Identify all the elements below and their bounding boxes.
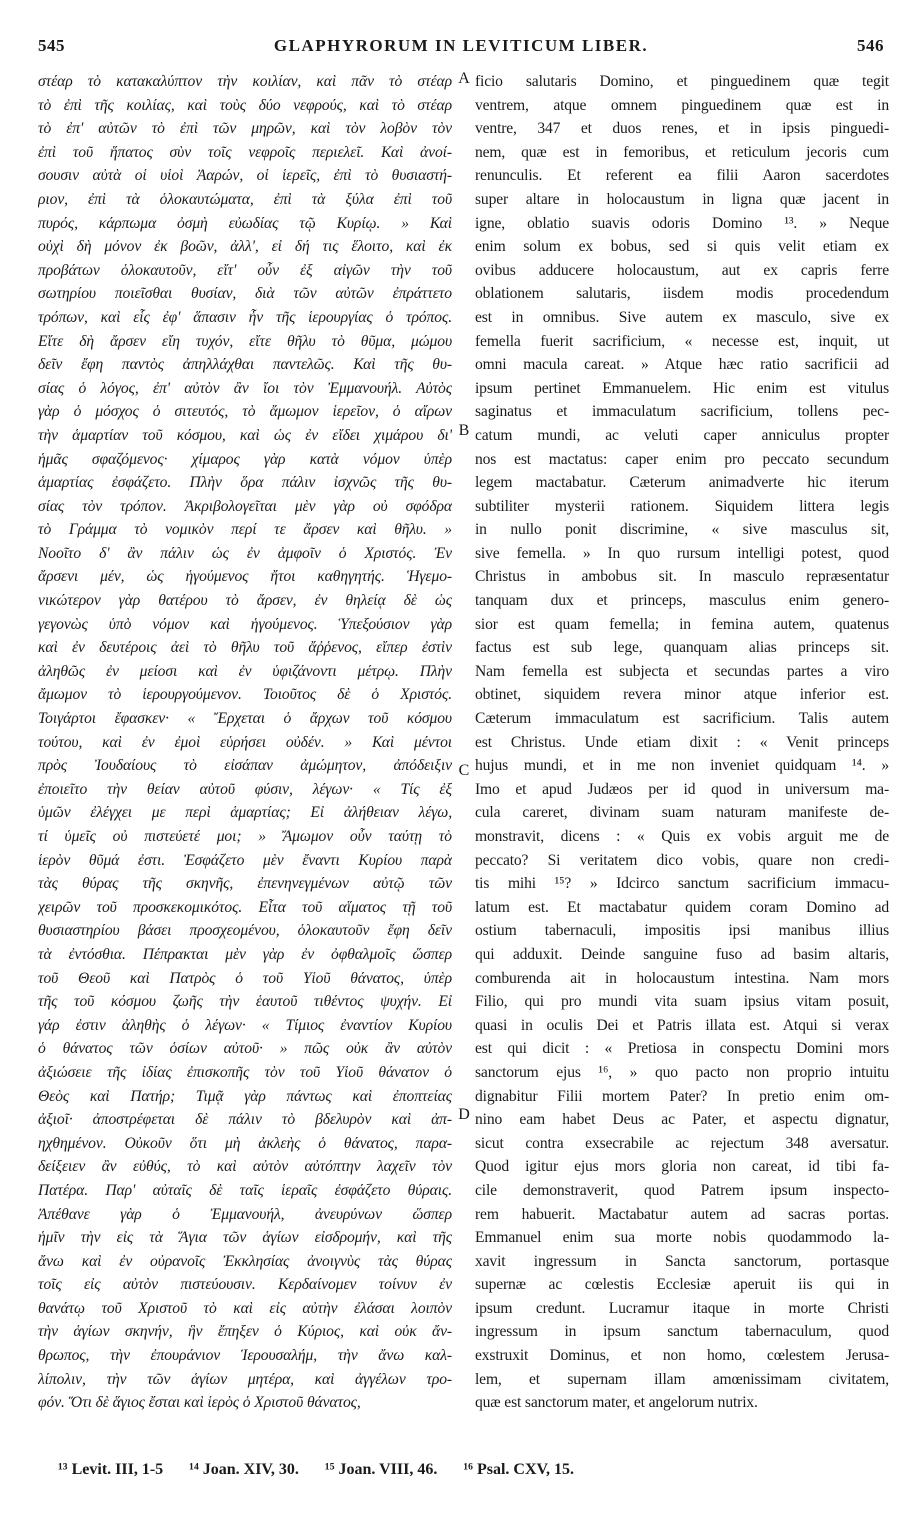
greek-text-line: ἀξιώσειε τῆς ἰδίας ἐπισκοπῆς τὸν τοῦ Υἱοῦ θάνατον ὁ xyxy=(38,1063,452,1081)
greek-text-line: οὐχὶ δὴ μόνον ἐκ βοῶν, ἀλλ', εἰ δή τις ἕλοιτο, καὶ ἐκ xyxy=(38,238,452,256)
greek-text-line: νικώτερον γὰρ θατέρου τὸ ἄρσεν, ἐν θηλείᾳ δὲ ὡς xyxy=(38,592,452,610)
greek-text-line: ἀξιοῖ· ἀποστρέφεται δὲ πάλιν τὸ βδελυρὸν καὶ ἀπ- xyxy=(38,1111,452,1129)
latin-text-line: sanctorum ejus ¹⁶, » quo pacto non proprio intuitu xyxy=(475,1063,889,1081)
latin-text-line: latum est. Et mactabatur quidem coram Domino ad xyxy=(475,898,889,916)
greek-text-line: ἄμωμον τὸ ἱερουργούμενον. Τοιοῦτος δὲ ὁ Χριστός. xyxy=(38,686,452,704)
latin-text-line: hujus mundi, et in me non inveniet quidquam ¹⁴. » xyxy=(475,757,889,775)
latin-text-line: super altare in holocaustum in ligna quæ jacent in xyxy=(475,190,889,208)
margin-marker-a: A xyxy=(458,70,470,87)
latin-text-line: rem habuerit. Mactabatur autem ad sacras portas. xyxy=(475,1205,889,1223)
latin-text-line: Filio, qui pro mundi vita suam ipsius vitam posuit, xyxy=(475,993,889,1011)
greek-text-line: τούτου, καὶ ἐν ἐμοὶ εὑρήσει οὐδέν. » Καὶ μέντοι xyxy=(38,733,452,751)
latin-text-line: ostium tabernaculi, impositis ipsi manibus illius xyxy=(475,922,889,940)
greek-text-line: ἱερὸν θῦμά ἐστι. Ἐσφάζετο μὲν ἔναντι Κυρίου παρὰ xyxy=(38,851,452,869)
latin-text-line: igne, oblatio suavis odoris Domino ¹³. » Neque xyxy=(475,214,889,232)
latin-text-line: est qui dicit : « Pretiosa in conspectu Domini mors xyxy=(475,1040,889,1058)
latin-text-line: exstruxit Dominus, et non homo, cœlestem Jerusa- xyxy=(475,1347,889,1365)
greek-text-line: τὸ Γράμμα τὸ νομικὸν περί τε ἄρσεν καὶ θῆλυ. » xyxy=(38,521,452,539)
greek-text-line: λίπολιν, τὴν τῶν ἁγίων μητέρα, καὶ ἀγγέλων τρο- xyxy=(38,1370,452,1388)
greek-text-line: ἡμᾶς σφαζόμενος· χίμαρος γὰρ κατὰ νόμον ὑπὲρ xyxy=(38,450,452,468)
greek-text-line: Θεὸς καὶ Πατήρ; Τιμᾷ γὰρ πάντως καὶ ἐποπτείας xyxy=(38,1087,452,1105)
latin-text-line: ficio salutaris Domino, et pinguedinem quæ tegit xyxy=(475,73,889,90)
greek-text-line: καὶ ἐν δευτέροις ἀεὶ τὸ θῆλυ τοῦ ἄῤῥενος, εἴπερ ἐστὶν xyxy=(38,639,452,657)
greek-text-line: τὸ ἐπὶ τῆς κοιλίας, καὶ τοὺς δύο νεφρούς, καὶ τὸ στέαρ xyxy=(38,96,452,114)
greek-text-line: τὸ ἐπ' αὐτῶν τὸ ἐπὶ τῶν μηρῶν, καὶ τὸν λοβὸν τὸν xyxy=(38,120,452,138)
page-header xyxy=(38,36,884,60)
latin-text-line: Imo et apud Judæos per id quod in universum ma- xyxy=(475,780,889,798)
greek-text-line: πρὸς Ἰουδαίους τὸ εἰσάπαν ἀμώμητον, ἀπόδειξιν xyxy=(38,757,452,775)
margin-marker-d: D xyxy=(458,1106,470,1123)
latin-text-line: ventre, 347 et duos renes, et in ipsis pinguedi- xyxy=(475,120,889,138)
greek-text-line: θανάτῳ τοῦ Χριστοῦ τὸ καὶ εἰς αὐτὴν ἐλάσαι λοιπὸν xyxy=(38,1299,452,1317)
greek-text-line: σουσιν αὐτὰ οἱ υἱοὶ Ἀαρών, οἱ ἱερεῖς, ἐπὶ τὸ θυσιαστή- xyxy=(38,167,452,185)
greek-text-line: τὰς θύρας τῆς σκηνῆς, ἐπενηνεγμένων αὐτῷ τῶν xyxy=(38,875,452,893)
greek-text-line: ἡμῖν τὴν εἰς τὰ Ἅγια τῶν ἁγίων εἰσδρομήν, καὶ τῆς xyxy=(38,1229,452,1247)
latin-text-line: nem, quæ est in femoribus, et reticulum jecoris cum xyxy=(475,143,889,161)
greek-text-column xyxy=(38,70,452,1415)
greek-text-line: τὰ ἐντόσθια. Πέπρακται μὲν γὰρ ἐν ὀφθαλμοῖς ὥσπερ xyxy=(38,945,452,963)
greek-text-line: σωτηρίου ποιεῖσθαι θυσίαν, διὰ τῶν αὐτῶν ἐπράττετο xyxy=(38,285,452,303)
greek-text-line: τοῖς εἰς αὐτὸν πιστεύουσιν. Κερδαίνομεν τοίνυν ἐν xyxy=(38,1276,452,1294)
latin-text-line: ingressum in ipsum sanctum tabernaculum, quod xyxy=(475,1323,889,1341)
greek-text-line: τὴν ἁγίων σκηνήν, ἣν ἔπηξεν ὁ Κύριος, καὶ οὐκ ἄν- xyxy=(38,1323,452,1341)
greek-text-line: γάρ ἐστιν ἀληθὴς ὁ λέγων· « Τίμιος ἐναντίον Κυρίου xyxy=(38,1016,452,1034)
greek-text-line: ριον, ἐπὶ τὰ ὁλοκαυτώματα, ἐπὶ τὰ ξύλα ἐπὶ τοῦ xyxy=(38,190,452,208)
latin-text-line: cile demonstraverit, quod Patrem ipsum inspecto- xyxy=(475,1181,889,1199)
greek-text-line: ἄνω καὶ ἐν οὐρανοῖς Ἐκκλησίας ἀνοιγνὺς τὰς θύρας xyxy=(38,1252,452,1270)
greek-text-line: ἁμαρτίας ἐσφάζετο. Πλὴν ὅρα πάλιν ἰσχνῶς τῆς θυ- xyxy=(38,474,452,492)
footnote: ¹⁶ Psal. CXV, 15. xyxy=(463,1461,574,1478)
margin-marker-c: C xyxy=(458,762,470,779)
latin-text-line: est in omnibus. Sive autem ex masculo, sive ex xyxy=(475,308,889,326)
greek-text-line: χειρῶν τοῦ προσκεκομικότος. Εἶτα τοῦ αἵματος τῇ τοῦ xyxy=(38,898,452,916)
latin-text-line: quæ est sanctorum mater, et angelorum nutrix. xyxy=(475,1394,758,1412)
latin-text-line: qui adduxit. Deinde sanguine fuso ad basim altaris, xyxy=(475,945,889,963)
latin-text-line: est Christus. Unde etiam dixit : « Venit princeps xyxy=(475,733,889,751)
greek-text-line: σίας ὁ λόγος, ἐπ' αὐτὸν ἂν ἴοι τὸν Ἐμμανουήλ. Αὐτὸς xyxy=(38,379,452,397)
latin-text-line: ventrem, atque omnem pinguedinem quæ est in xyxy=(475,96,889,114)
latin-text-line: in nullo ponit discrimine, « sive masculus sit, xyxy=(475,521,889,539)
latin-text-line: obtinet, siquidem revera minor atque inferior est. xyxy=(475,686,889,704)
greek-text-line: γὰρ ὁ μόσχος ὁ σιτευτός, τὸ ἄμωμον ἱερεῖον, ὁ αἴρων xyxy=(38,403,452,421)
latin-text-line: monstravit, dicens : « Quis ex vobis arguit me de xyxy=(475,828,889,845)
greek-text-line: Ἀπέθανε γὰρ ὁ Ἐμμανουήλ, ἀνευρύνων ὥσπερ xyxy=(38,1205,452,1223)
greek-text-line: σίας τὸν τρόπον. Ἀκριβολογεῖται μὲν γὰρ οὐ σφόδρα xyxy=(38,497,452,515)
latin-text-line: catum mundi, ac veluti caper anniculus propter xyxy=(475,426,889,444)
latin-text-line: cula careret, divinam suam naturam manifeste de- xyxy=(475,804,889,822)
latin-text-line: comburenda ait in holocaustum intestina. Nam mors xyxy=(475,969,889,987)
greek-text-line: δεῖν ἔφη παντὸς ἀπηλλάχθαι παντελῶς. Καὶ τῆς θυ- xyxy=(38,356,452,374)
footnotes xyxy=(58,1461,858,1479)
latin-text-line: supernæ ac cœlestis Ecclesiæ aperuit iis qui in xyxy=(475,1276,889,1294)
greek-text-line: ὑμῶν ἐλέγχει με περὶ ἁμαρτίας; Εἰ ἀλήθειαν λέγω, xyxy=(38,804,452,822)
latin-text-line: tis mihi ¹⁵? » Idcirco sanctum sacrificium immacu- xyxy=(475,875,889,893)
greek-text-line: δείξειεν ἂν εὐθύς, τὸ καὶ αὐτὸν αὐτόπτην λαχεῖν τὸν xyxy=(38,1158,452,1176)
running-title: GLAPHYRORUM IN LEVITICUM LIBER. xyxy=(273,36,649,55)
greek-text-line: φόν. Ὅτι δὲ ἅγιος ἔσται καὶ ἱερὸς ὁ Χριστοῦ θάνατος, xyxy=(38,1394,361,1412)
margin-marker-b: B xyxy=(458,422,470,439)
greek-text-line: τρόπων, καὶ εἷς ἐφ' ἅπασιν ἦν τῆς ἱερουργίας ὁ τρόπος. xyxy=(38,308,452,326)
latin-text-column xyxy=(475,70,889,1415)
latin-text-line: peccato? Si veritatem dico vobis, quare non credi- xyxy=(475,851,889,869)
latin-text-line: sive femella. » In quo rursum intelligi potest, quod xyxy=(475,544,889,562)
greek-text-line: θρωπος, τὴν ἐπουράνιον Ἱερουσαλήμ, τὴν ἄνω καλ- xyxy=(38,1347,452,1365)
greek-text-line: προβάτων ὁλοκαυτοῦν, εἴτ' οὖν ἐξ αἰγῶν τὴν τοῦ xyxy=(38,261,452,279)
latin-text-line: omni macula careat. » Atque hæc ratio sacrificii ad xyxy=(475,356,889,374)
latin-text-line: femella fuerit sacrificium, « necesse est, inquit, ut xyxy=(475,332,889,350)
latin-text-line: Christus in ambobus sit. In masculo repræsentatur xyxy=(475,568,889,586)
greek-text-line: θυσιαστηρίου βάσει προσχεομένου, ὁλοκαυτοῦν ἔφη δεῖν xyxy=(38,922,452,940)
greek-text-line: Νοοῖτο δ' ἂν πάλιν ὡς ἐν ἀμφοῖν ὁ Χριστός. Ἐν xyxy=(38,544,452,562)
greek-text-line: Πατέρα. Παρ' αὐταῖς δὲ ταῖς ἱεραῖς ἐσφάζετο θύραις. xyxy=(38,1181,452,1199)
latin-text-line: saginatus et immaculatum sacrificium, tollens pec- xyxy=(475,403,889,421)
latin-text-line: enim solum ex bobus, sed si quis velit etiam ex xyxy=(475,238,889,256)
greek-text-line: στέαρ τὸ κατακαλύπτον τὴν κοιλίαν, καὶ πᾶν τὸ στέαρ xyxy=(38,73,452,90)
footnote: ¹³ Levit. III, 1-5 xyxy=(58,1461,164,1478)
latin-text-line: Nam femella est subjecta et secundas partes a viro xyxy=(475,662,889,680)
greek-text-line: ἐπὶ τοῦ ἥπατος σὺν τοῖς νεφροῖς περιελεῖ. Καὶ ἀνοί- xyxy=(38,143,452,161)
greek-text-line: ηχθημένον. Οὐκοῦν ὅτι μὴ ἀκλεὴς ὁ θάνατος, παρα- xyxy=(38,1134,452,1152)
latin-text-line: Emmanuel enim sua morte nobis quodammodo la- xyxy=(475,1229,889,1247)
greek-text-line: τί ὑμεῖς οὐ πιστεύετέ μοι; » Ἄμωμον οὖν ταύτῃ τὸ xyxy=(38,828,452,845)
greek-text-line: Εἴτε δὴ ἄρσεν εἴη τυχόν, εἴτε θῆλυ τὸ θῦμα, μώμου xyxy=(38,332,452,350)
page-number-right: 546 xyxy=(857,36,884,55)
latin-text-line: quasi in oculis Dei et Patris illata est. Atqui si verax xyxy=(475,1016,889,1034)
latin-text-line: Cæterum immaculatum est sacrificium. Talis autem xyxy=(475,710,889,728)
latin-text-line: ovibus adducere holocaustum, aut ex capris ferre xyxy=(475,261,889,279)
footnote: ¹⁵ Joan. VIII, 46. xyxy=(324,1461,438,1478)
greek-text-line: τῆς τοῦ κόσμου ζωῆς τὴν ἑαυτοῦ τιθέντος ψυχήν. Εἰ xyxy=(38,993,452,1011)
footnote: ¹⁴ Joan. XIV, 30. xyxy=(189,1461,299,1478)
greek-text-line: ἀληθῶς ἐν μείοσι καὶ ἐν ὑφιζάνοντι μέτρῳ. Πλὴν xyxy=(38,662,452,680)
latin-text-line: xavit ingressum in Sancta sanctorum, portasque xyxy=(475,1252,889,1270)
latin-text-line: lem, et supernam illam amœnissimam civitatem, xyxy=(475,1370,889,1388)
latin-text-line: Quod igitur ejus mors gloria non careat, id tibi fa- xyxy=(475,1158,889,1176)
greek-text-line: τὴν ἁμαρτίαν τοῦ κόσμου, καὶ ὡς ἐν εἴδει χιμάρου δι' xyxy=(38,426,452,444)
latin-text-line: renunculis. Et referent ea filii Aaron sacerdotes xyxy=(475,167,889,185)
latin-text-line: ipsum credunt. Lucramur itaque in morte Christi xyxy=(475,1299,889,1317)
latin-text-line: ipsum pertinet Emmanuelem. Hic enim est vitulus xyxy=(475,379,889,397)
latin-text-line: oblationem salutaris, iisdem modis procedendum xyxy=(475,285,889,303)
greek-text-line: ἄρσενι μέν, ὡς ἡγούμενος ἤτοι καθηγητής. Ἡγεμο- xyxy=(38,568,452,586)
latin-text-line: subtiliter mysterii rationem. Siquidem littera legis xyxy=(475,497,889,515)
page-number-left: 545 xyxy=(38,36,65,55)
latin-text-line: factus est sub lege, quanquam alias princeps sit. xyxy=(475,639,889,657)
latin-text-line: sior est quam femella; in femina autem, quatenus xyxy=(475,615,889,633)
greek-text-line: ὁ θάνατος τῶν ὁσίων αὐτοῦ· » πῶς οὐκ ἂν αὐτὸν xyxy=(38,1040,452,1058)
greek-text-line: γεγονὼς ὑπὸ νόμον καὶ ἡγούμενος. Ὑπεξούσιον γὰρ xyxy=(38,615,452,633)
greek-text-line: τοῦ Θεοῦ καὶ Πατρὸς ὁ τοῦ Υἱοῦ θάνατος, ὑπὲρ xyxy=(38,969,452,987)
latin-text-line: sicut contra exsecrabile ac rejectum 348 aversatur. xyxy=(475,1134,889,1152)
latin-text-line: nos est mactatus: caper enim pro peccato secundum xyxy=(475,450,889,468)
latin-text-line: legem mactabatur. Cæterum animadverte hic iterum xyxy=(475,474,889,492)
greek-text-line: πυρός, κάρπωμα ὀσμὴ εὐωδίας τῷ Κυρίῳ. » Καὶ xyxy=(38,214,452,232)
greek-text-line: Τοιγάρτοι ἔφασκεν· « Ἔρχεται ὁ ἄρχων τοῦ κόσμου xyxy=(38,710,452,728)
latin-text-line: dignabitur Filii mortem Pater? In pretio enim om- xyxy=(475,1087,889,1105)
greek-text-line: ἐποιεῖτο τὴν θείαν αὐτοῦ φύσιν, λέγων· « Τίς ἐξ xyxy=(38,780,452,798)
latin-text-line: tanquam dux et princeps, masculus enim genero- xyxy=(475,592,889,610)
latin-text-line: nino eam habet Deus ac Pater, et aspectu dignatur, xyxy=(475,1111,889,1129)
